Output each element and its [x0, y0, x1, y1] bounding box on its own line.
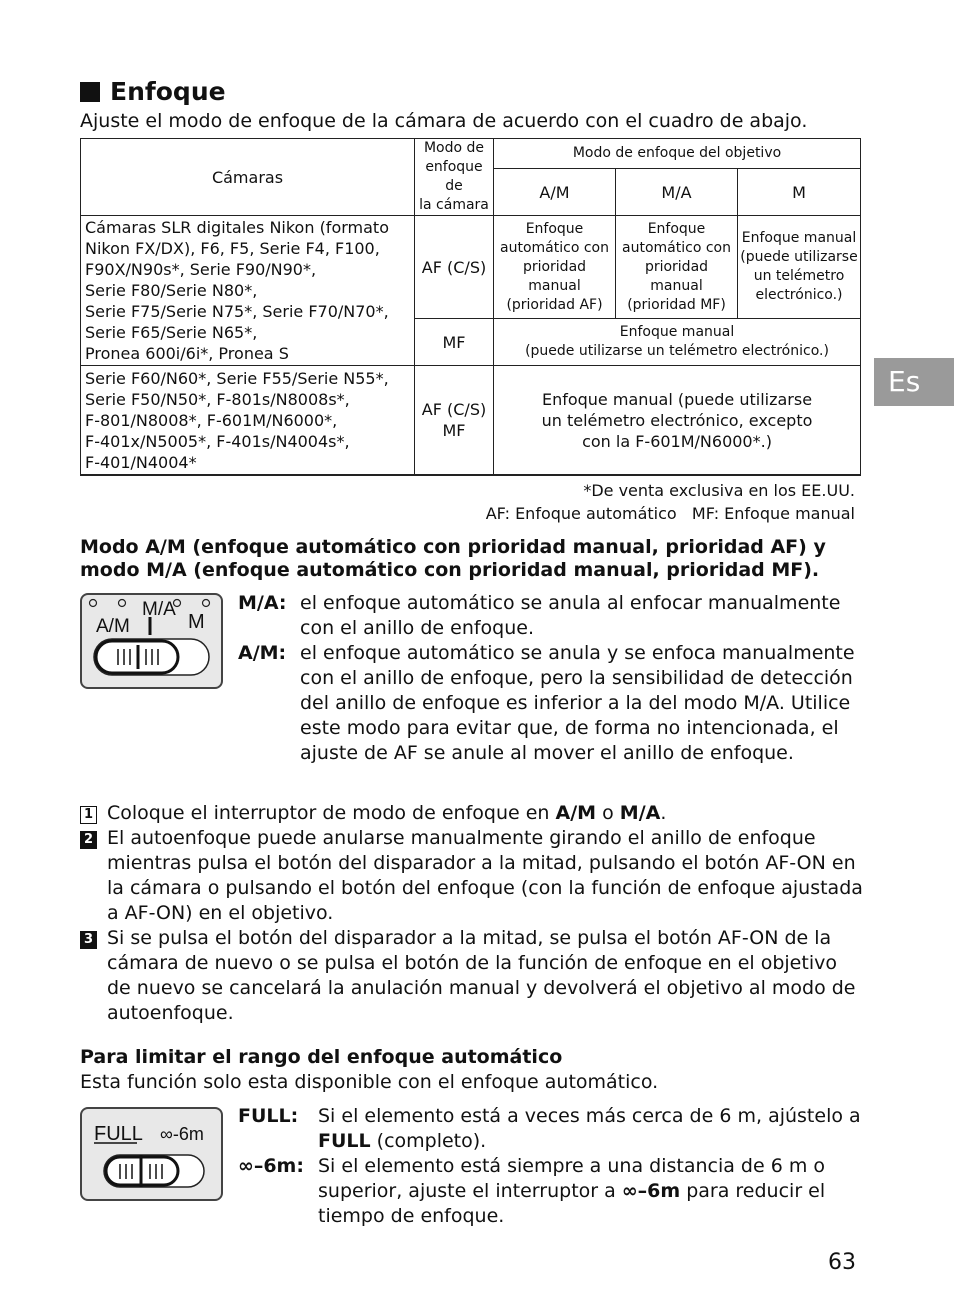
inf-desc-post: para reducir el tiempo de enfoque.	[318, 1180, 826, 1227]
footnote-abbrev: AF: Enfoque automático MF: Enfoque manual	[485, 504, 855, 523]
section-title	[80, 76, 226, 108]
full-desc-post: (completo).	[370, 1130, 487, 1152]
row1-ma-value: Enfoque automático con prioridad manual (prioridad MF)	[616, 216, 738, 319]
header-cameras: Cámaras	[81, 139, 415, 216]
am-desc: el enfoque automático se anula y se enfoca manualmente con el anillo de enfoque, pero la sensibilidad de detección del anillo de enfoque es inferior a la del modo M/A. Utilice este modo para evitar que, de forma no intencionada, el ajuste de AF se anule al mover el anillo de enfoque.	[300, 642, 855, 764]
row2-value: Enfoque manual (puede utilizarse un telémetro electrónico, excepto con la F-601M/N6000*.)	[494, 366, 861, 476]
section-title-text: Enfoque	[110, 77, 226, 106]
focus-mode-table	[80, 138, 861, 476]
row1-cameras: Cámaras SLR digitales Nikon (formato Nikon FX/DX), F6, F5, Serie F4, F100, F90X/N90s*, Serie F90/N90*, Serie F80/Serie N80*, Serie F75/Serie N75*, Serie F70/N70*, Serie F65/Serie N65*, Pronea 600i/6i*, Pronea S	[81, 216, 415, 366]
mode-heading: Modo A/M (enfoque automático con prioridad manual, prioridad AF) y modo M/A (enfoque automático con prioridad manual, prioridad MF).	[80, 536, 826, 581]
step-3-text: Si se pulsa el botón del disparador a la mitad, se pulsa el botón AF-ON de la cámara de nuevo o se pulsa el botón de la función de enfoque en el objetivo de nuevo se cancelará la anulación manual y devolverá el objetivo al modo de autoenfoque.	[107, 927, 856, 1024]
steps-list	[80, 801, 864, 1026]
step-1-end: .	[660, 802, 667, 824]
inf-desc-pre: Si el elemento está siempre a una distancia de 6 m o superior, ajuste el interruptor a	[318, 1155, 825, 1202]
header-lens-mode: Modo de enfoque del objetivo	[494, 139, 861, 169]
focus-switch-icon	[82, 595, 221, 687]
row1-af-mode: AF (C/S)	[415, 216, 494, 319]
switch-label-m: M	[188, 611, 205, 633]
limiter-switch-illustration	[80, 1107, 223, 1201]
square-bullet-icon	[80, 82, 100, 102]
switch-label-full: FULL	[94, 1123, 143, 1145]
step-1-or: o	[596, 802, 620, 824]
limit-heading: Para limitar el rango del enfoque automático	[80, 1046, 563, 1068]
switch-label-ma: M/A	[142, 599, 176, 620]
limit-definitions	[238, 1104, 863, 1229]
full-term: FULL:	[238, 1105, 299, 1127]
step-1-am: A/M	[555, 802, 597, 824]
footnote-usa: *De venta exclusiva en los EE.UU.	[583, 481, 855, 500]
header-ma: M/A	[616, 169, 738, 216]
am-ma-switch-illustration	[80, 593, 223, 689]
full-desc-bold: FULL	[318, 1130, 371, 1152]
full-desc-pre: Si el elemento está a veces más cerca de 6 m, ajústelo a	[318, 1105, 861, 1127]
section-intro: Ajuste el modo de enfoque de la cámara de acuerdo con el cuadro de abajo.	[80, 110, 808, 132]
ma-desc: el enfoque automático se anula al enfocar manualmente con el anillo de enfoque.	[300, 592, 841, 639]
row1-am-value: Enfoque automático con prioridad manual (prioridad AF)	[494, 216, 616, 319]
step-number: 1	[80, 806, 97, 824]
header-m: M	[738, 169, 861, 216]
inf-term: ∞–6m:	[238, 1155, 304, 1177]
step-number: 2	[80, 831, 97, 849]
row1-mf-mode: MF	[415, 319, 494, 366]
step-1	[80, 801, 864, 826]
limiter-switch-icon	[82, 1109, 221, 1199]
page-number: 63	[828, 1250, 856, 1275]
step-1-ma: M/A	[619, 802, 661, 824]
full-desc	[318, 1104, 863, 1154]
row2-mode: AF (C/S) MF	[415, 366, 494, 476]
ma-term: M/A:	[238, 592, 287, 614]
row2-cameras: Serie F60/N60*, Serie F55/Serie N55*, Serie F50/N50*, F-801s/N8008s*, F-801/N8008*, F-601M/N6000*, F-401x/N5005*, F-401s/N4004s*, F-401/N4004*	[81, 366, 415, 476]
mode-definitions	[238, 591, 863, 791]
am-term: A/M:	[238, 642, 287, 664]
row1-mf-value: Enfoque manual (puede utilizarse un telémetro electrónico.)	[494, 319, 861, 366]
row1-m-value: Enfoque manual (puede utilizarse un telémetro electrónico.)	[738, 216, 861, 319]
step-2-text: El autoenfoque puede anularse manualmente girando el anillo de enfoque mientras pulsa el botón del disparador a la mitad, pulsando el botón AF-ON en la cámara o pulsando el botón del enfoque (con la función de enfoque ajustada a AF-ON) en el objetivo.	[107, 827, 863, 924]
switch-label-am: A/M	[96, 616, 130, 637]
step-1-text: Coloque el interruptor de modo de enfoque en	[107, 802, 556, 824]
header-camera-mode: Modo de enfoque de la cámara	[415, 139, 494, 216]
language-tab: Es	[874, 358, 954, 406]
inf-desc	[318, 1154, 863, 1229]
step-number: 3	[80, 931, 97, 949]
limit-subtext: Esta función solo esta disponible con el enfoque automático.	[80, 1071, 659, 1093]
switch-label-range: ∞-6m	[160, 1124, 204, 1144]
step-3	[80, 926, 864, 1026]
header-am: A/M	[494, 169, 616, 216]
step-2	[80, 826, 864, 926]
inf-desc-bold: ∞–6m	[621, 1180, 681, 1202]
